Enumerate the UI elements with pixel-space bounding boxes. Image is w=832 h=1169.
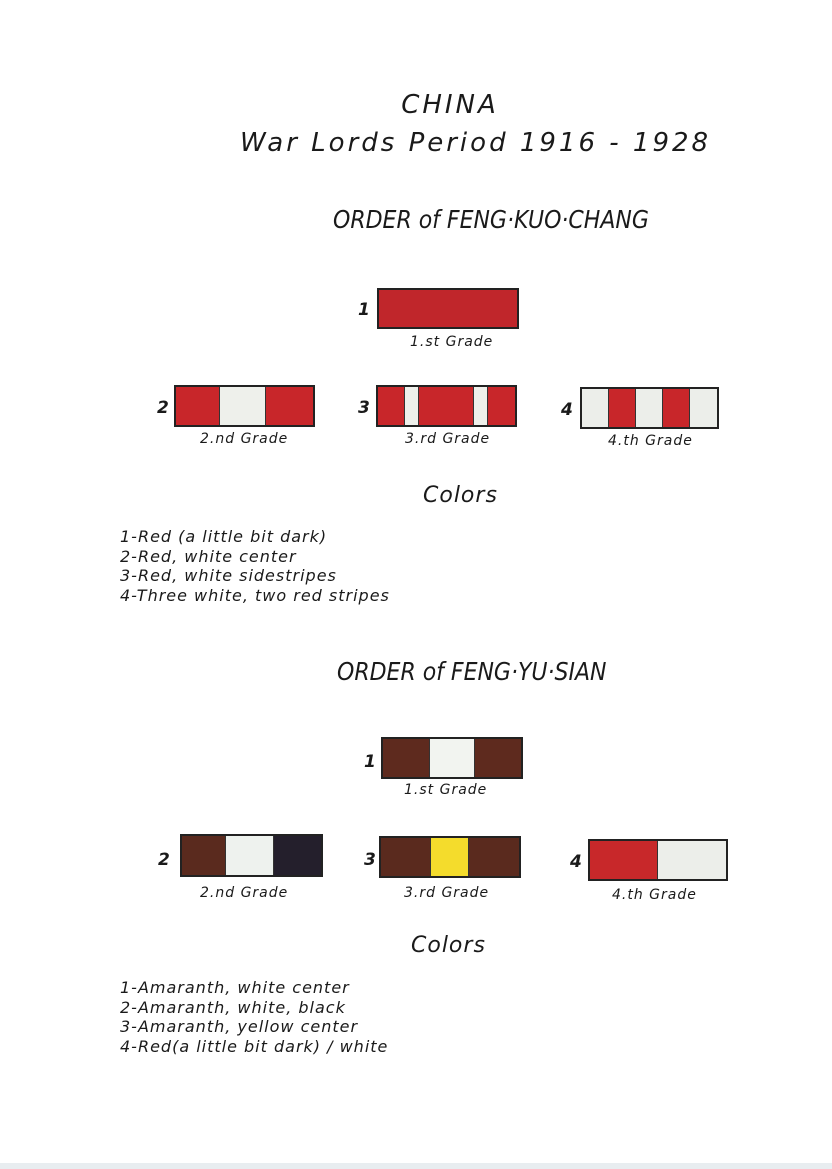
order-2-ribbon-1-grade: 1.st Grade [404, 782, 488, 798]
order-2-ribbon-3-number: 3 [364, 850, 376, 870]
ribbon-stripe [274, 836, 321, 875]
order-1-ribbon-2-number: 2 [157, 398, 169, 418]
order-1-ribbon-4-grade: 4.th Grade [608, 433, 693, 449]
legend-item: 3-Amaranth, yellow center [120, 1017, 359, 1036]
order-2-title: ORDER of FENG·YU·SIAN [337, 658, 607, 687]
order-1-ribbon-3 [376, 385, 517, 427]
ribbon-stripe [378, 387, 405, 425]
order-1-ribbon-3-grade: 3.rd Grade [405, 431, 491, 447]
order-2-ribbon-4-number: 4 [570, 852, 582, 872]
legend-item: 2-Red, white center [120, 546, 297, 566]
ribbon-stripe [488, 387, 515, 425]
ribbon-stripe [405, 387, 419, 425]
ribbon-stripe [431, 838, 470, 876]
order-2-ribbon-3 [379, 836, 521, 878]
order-1-title: ORDER of FENG·KUO·CHANG [333, 206, 649, 235]
ribbon-stripe [590, 841, 658, 879]
ribbon-stripe [658, 841, 726, 879]
order-2-ribbon-3-grade: 3.rd Grade [404, 885, 490, 901]
ribbon-stripe [636, 389, 663, 427]
order-1-color-legend [120, 527, 390, 605]
order-1-ribbon-3-number: 3 [358, 398, 370, 418]
ribbon-stripe [176, 387, 220, 425]
ribbon-stripe [430, 739, 476, 777]
order-1-ribbon-2-grade: 2.nd Grade [200, 431, 289, 447]
order-1-ribbon-4-number: 4 [561, 400, 573, 420]
legend-item: 1-Red (a little bit dark) [120, 527, 328, 546]
order-2-ribbon-4-grade: 4.th Grade [612, 887, 697, 903]
legend-item: 4-Red(a little bit dark) / white [120, 1036, 389, 1056]
ribbon-stripe [266, 387, 313, 425]
scan-edge [0, 1163, 832, 1169]
country-title: CHINA [401, 90, 499, 120]
legend-item: 2-Amaranth, white, black [120, 997, 346, 1017]
order-1-ribbon-1-number: 1 [358, 300, 370, 320]
order-2-colors-heading: Colors [411, 933, 486, 958]
order-2-ribbon-1-number: 1 [364, 752, 376, 772]
order-1-ribbon-2 [174, 385, 315, 427]
order-1-colors-heading: Colors [423, 483, 498, 508]
order-2-ribbon-4 [588, 839, 728, 881]
order-1-ribbon-4 [580, 387, 719, 429]
order-2-ribbon-2 [180, 834, 323, 877]
ribbon-stripe [226, 836, 273, 875]
ribbon-stripe [582, 389, 609, 427]
ribbon-stripe [381, 838, 431, 876]
period-title: War Lords Period 1916 - 1928 [240, 128, 712, 158]
order-2-ribbon-2-grade: 2.nd Grade [200, 885, 289, 901]
order-1-ribbon-1 [377, 288, 519, 329]
legend-item: 1-Amaranth, white center [120, 978, 350, 997]
ribbon-stripe [383, 739, 430, 777]
ribbon-stripe [379, 290, 517, 327]
order-2-ribbon-2-number: 2 [158, 850, 170, 870]
order-2-color-legend [120, 978, 388, 1056]
ribbon-stripe [469, 838, 519, 876]
order-1-ribbon-1-grade: 1.st Grade [410, 334, 494, 350]
ribbon-stripe [220, 387, 267, 425]
ribbon-stripe [474, 387, 488, 425]
ribbon-stripe [182, 836, 226, 875]
ribbon-stripe [419, 387, 474, 425]
ribbon-stripe [609, 389, 636, 427]
order-2-ribbon-1 [381, 737, 523, 779]
legend-item: 4-Three white, two red stripes [120, 585, 390, 605]
ribbon-stripe [663, 389, 690, 427]
legend-item: 3-Red, white sidestripes [120, 566, 337, 585]
ribbon-stripe [475, 739, 521, 777]
ribbon-stripe [690, 389, 717, 427]
